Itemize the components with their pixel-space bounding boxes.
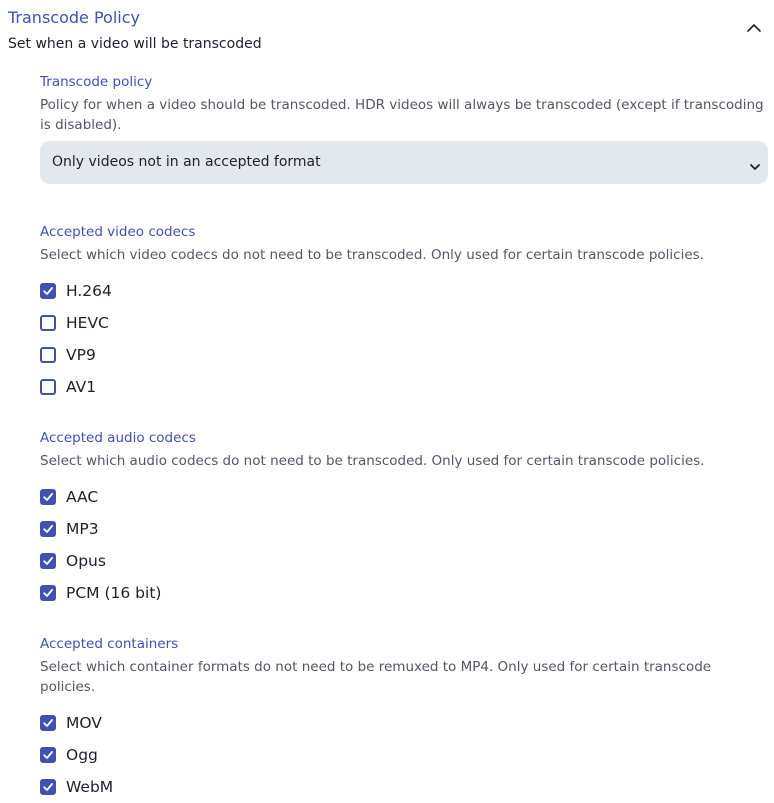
- chevron-up-icon: [742, 18, 766, 38]
- checkbox-checked[interactable]: [40, 553, 56, 569]
- checkbox-label: Opus: [66, 552, 106, 570]
- checkbox-checked[interactable]: [40, 779, 56, 795]
- checkbox-option[interactable]: [40, 577, 768, 609]
- checkbox-checked[interactable]: [40, 715, 56, 731]
- checkbox-checked[interactable]: [40, 585, 56, 601]
- checkbox-label: VP9: [66, 346, 96, 364]
- transcode-policy-description: Policy for when a video should be transcoded. HDR videos will always be transcoded (except if transcoding is disabled).: [40, 97, 764, 133]
- checkbox-label: Ogg: [66, 746, 98, 764]
- video-codecs-title: Accepted video codecs: [40, 224, 196, 240]
- checkmark-icon: [42, 587, 54, 599]
- chevron-down-icon: [749, 157, 761, 167]
- checkbox-label: HEVC: [66, 314, 109, 332]
- video-codecs-description: Select which video codecs do not need to be transcoded. Only used for certain transcode policies.: [40, 247, 704, 263]
- collapse-button[interactable]: [742, 18, 766, 38]
- checkmark-icon: [42, 523, 54, 535]
- checkmark-icon: [42, 749, 54, 761]
- section-header: [8, 6, 768, 56]
- checkbox-option[interactable]: [40, 545, 768, 577]
- checkbox-checked[interactable]: [40, 283, 56, 299]
- containers-description: Select which container formats do not need to be remuxed to MP4. Only used for certain transcode policies.: [40, 659, 712, 695]
- checkbox-option[interactable]: [40, 371, 768, 403]
- transcode-policy-setting: [40, 73, 768, 184]
- transcode-policy-title: Transcode policy: [40, 74, 153, 90]
- checkmark-icon: [42, 285, 54, 297]
- video-codecs-list: [40, 275, 768, 403]
- checkbox-label: PCM (16 bit): [66, 584, 162, 602]
- checkmark-icon: [42, 491, 54, 503]
- checkbox-option[interactable]: [40, 481, 768, 513]
- video-codecs-setting: [40, 223, 768, 403]
- containers-title: Accepted containers: [40, 636, 179, 652]
- checkbox-option[interactable]: [40, 513, 768, 545]
- checkbox-label: MOV: [66, 714, 102, 732]
- checkmark-icon: [42, 781, 54, 793]
- checkbox-label: AV1: [66, 378, 97, 396]
- audio-codecs-title: Accepted audio codecs: [40, 430, 196, 446]
- checkbox-unchecked[interactable]: [40, 347, 56, 363]
- section-subtitle: Set when a video will be transcoded: [8, 36, 262, 52]
- checkmark-icon: [42, 555, 54, 567]
- checkbox-checked[interactable]: [40, 489, 56, 505]
- checkmark-icon: [42, 717, 54, 729]
- containers-setting: [40, 635, 768, 803]
- audio-codecs-setting: [40, 429, 768, 609]
- checkbox-option[interactable]: [40, 339, 768, 371]
- checkbox-option[interactable]: [40, 307, 768, 339]
- checkbox-unchecked[interactable]: [40, 315, 56, 331]
- checkbox-option[interactable]: [40, 771, 768, 803]
- checkbox-option[interactable]: [40, 275, 768, 307]
- checkbox-label: WebM: [66, 778, 114, 796]
- checkbox-unchecked[interactable]: [40, 379, 56, 395]
- checkbox-checked[interactable]: [40, 747, 56, 763]
- checkbox-option[interactable]: [40, 707, 768, 739]
- containers-list: [40, 707, 768, 803]
- checkbox-label: AAC: [66, 488, 99, 506]
- checkbox-option[interactable]: [40, 739, 768, 771]
- checkbox-label: MP3: [66, 520, 99, 538]
- section-title: Transcode Policy: [8, 8, 140, 27]
- audio-codecs-list: [40, 481, 768, 609]
- checkbox-checked[interactable]: [40, 521, 56, 537]
- transcode-policy-selected-value: Only videos not in an accepted format: [52, 154, 321, 170]
- checkbox-label: H.264: [66, 282, 112, 300]
- audio-codecs-description: Select which audio codecs do not need to be transcoded. Only used for certain transcode policies.: [40, 453, 705, 469]
- transcode-policy-select[interactable]: [40, 141, 768, 184]
